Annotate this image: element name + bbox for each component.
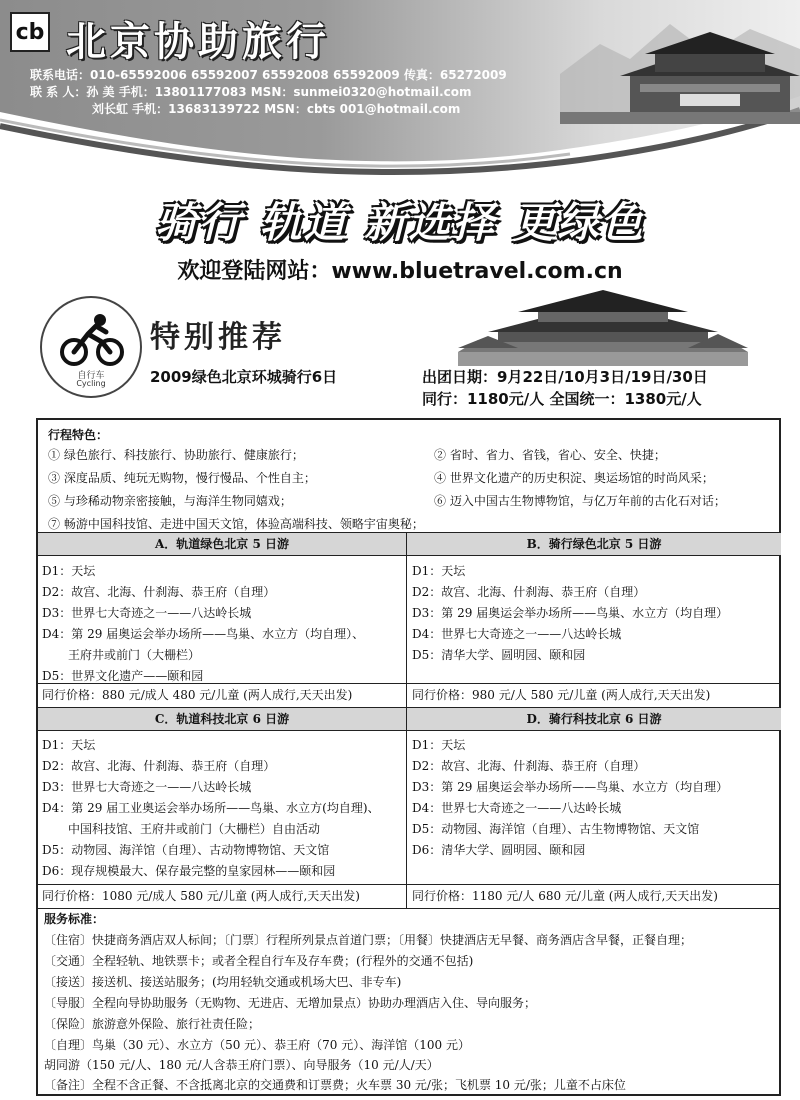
section-b-day: D1：天坛 [412, 564, 466, 578]
section-b-price: 同行价格：980 元/人 580 元/儿童 (两人成行,天天出发) [412, 688, 711, 702]
cycling-badge [40, 296, 142, 398]
service-item: 〔备注〕全程不含正餐、不含抵离北京的交通费和订票费；火车票 30 元/张；飞机票 10 元/张；儿童不占床位 [44, 1078, 626, 1092]
logo-mark: cb [15, 19, 45, 45]
service-item: 〔交通〕全程轻轨、地铁票卡；或者全程自行车及存车费；(行程外的交通不包括) [44, 954, 474, 968]
featured-prices: 同行：1180元/人 全国统一：1380元/人 [422, 390, 702, 408]
featured-tour-name: 2009绿色北京环城骑行6日 [150, 368, 338, 386]
website-line: 欢迎登陆网站：www.bluetravel.com.cn [177, 259, 623, 284]
departure-dates: 出团日期：9月22日/10月3日/19日/30日 [422, 368, 708, 386]
slogan: 骑行 轨道 新选择 更绿色 [155, 198, 645, 247]
section-c-day: D5：动物园、海洋馆（自理）、古动物博物馆、天文馆 [42, 843, 330, 857]
service-item: 〔保险〕旅游意外保险、旅行社责任险； [44, 1017, 261, 1031]
section-b-day: D2：故宫、北海、什刹海、恭王府（自理） [412, 585, 646, 599]
section-c-day: 中国科技馆、王府井或前门（大栅栏）自由活动 [68, 822, 321, 836]
service-item: 〔住宿〕快捷商务酒店双人标间；〔门票〕行程所列景点首道门票；〔用餐〕快捷酒店无早餐、商务酒店含早餐，正餐自理； [44, 933, 693, 947]
badge-label-en: Cycling [76, 379, 106, 388]
service-standard-title: 服务标准： [44, 912, 105, 926]
section-c-price: 同行价格：1080 元/成人 580 元/儿童 (两人成行,天天出发) [42, 889, 360, 903]
section-a-day: D2：故宫、北海、什刹海、恭王府（自理） [42, 585, 276, 599]
section-a-day: D1：天坛 [42, 564, 96, 578]
section-a-price: 同行价格：880 元/成人 480 元/儿童 (两人成行,天天出发) [42, 688, 353, 702]
section-b-header: B．骑行绿色北京 5 日游 [407, 532, 781, 556]
feature-item: ① 绿色旅行、科技旅行、协助旅行、健康旅行； [48, 448, 304, 462]
section-d-price: 同行价格：1180 元/人 680 元/儿童 (两人成行,天天出发) [412, 889, 718, 903]
company-logo [10, 12, 50, 52]
feature-item: ③ 深度品质、纯玩无购物，慢行慢品、个性自主； [48, 471, 316, 485]
service-item: 胡同游（150 元/人、180 元/人含恭王府门票）、向导服务（10 元/人/天） [44, 1058, 439, 1072]
service-item: 〔导服〕全程向导协助服务（无购物、无进店、无增加景点）协助办理酒店入住、导向服务； [44, 996, 537, 1010]
section-a-day: D5：世界文化遗产——颐和园 [42, 669, 204, 683]
section-b-day: D4：世界七大奇迹之一——八达岭长城 [412, 627, 622, 641]
feature-item: ⑦ 畅游中国科技馆、走进中国天文馆，体验高端科技、领略宇宙奥秘； [48, 517, 424, 531]
itinerary-table [36, 418, 781, 1096]
phone-fax-line: 联系电话：010-65592006 65592007 65592008 65592009 传真：65272009 [30, 68, 507, 82]
special-recommend-title: 特别推荐 [150, 320, 286, 355]
divider [38, 908, 781, 909]
company-name: 北京协助旅行 [66, 19, 330, 65]
section-d-day: D6：清华大学、圆明园、颐和园 [412, 843, 586, 857]
forbidden-city-illustration [458, 290, 748, 366]
service-item: 〔自理〕鸟巢（30 元）、水立方（50 元）、恭王府（70 元）、海洋馆（100 元） [44, 1038, 470, 1052]
bicycle-icon [60, 312, 124, 368]
section-b-day: D3：第 29 届奥运会举办场所——鸟巢、水立方（均自理） [412, 606, 729, 620]
feature-item: ② 省时、省力、省钱，省心、安全、快捷； [434, 448, 666, 462]
section-d-day: D1：天坛 [412, 738, 466, 752]
badge-label-cn: 自行车 [77, 371, 105, 381]
contact-person-1: 联 系 人：孙 美 手机：13801177083 MSN：sunmei0320@hotmail.com [30, 85, 472, 99]
section-c-day: D3：世界七大奇迹之一——八达岭长城 [42, 780, 252, 794]
section-c-day: D2：故宫、北海、什刹海、恭王府（自理） [42, 759, 276, 773]
section-a-day: D3：世界七大奇迹之一——八达岭长城 [42, 606, 252, 620]
section-d-day: D3：第 29 届奥运会举办场所——鸟巢、水立方（均自理） [412, 780, 729, 794]
features-title: 行程特色： [48, 428, 109, 442]
section-c-day: D4：第 29 届工业奥运会举办场所——鸟巢、水立方(均自理)、 [42, 801, 380, 815]
section-a-day: D4：第 29 届奥运会举办场所——鸟巢、水立方（均自理）、 [42, 627, 365, 641]
service-item: 〔接送〕接送机、接送站服务；(均用轻轨交通或机场大巴、非专车) [44, 975, 402, 989]
section-a-header: A．轨道绿色北京 5 日游 [38, 532, 406, 556]
section-d-header: D．骑行科技北京 6 日游 [407, 707, 781, 731]
feature-item: ⑥ 迈入中国古生物博物馆，与亿万年前的古化石对话； [434, 494, 726, 508]
section-a-day: 王府井或前门（大栅栏） [68, 648, 201, 662]
feature-item: ④ 世界文化遗产的历史积淀、奥运场馆的时尚风采； [434, 471, 714, 485]
tiananmen-gate-illustration [560, 14, 800, 124]
header-banner [0, 0, 800, 190]
section-c-day: D6：现存规模最大、保存最完整的皇家园林——颐和园 [42, 864, 336, 878]
section-d-day: D5：动物园、海洋馆（自理）、古生物博物馆、天文馆 [412, 822, 700, 836]
section-c-day: D1：天坛 [42, 738, 96, 752]
section-d-day: D2：故宫、北海、什刹海、恭王府（自理） [412, 759, 646, 773]
section-b-day: D5：清华大学、圆明园、颐和园 [412, 648, 586, 662]
feature-item: ⑤ 与珍稀动物亲密接触，与海洋生物同嬉戏； [48, 494, 292, 508]
section-d-day: D4：世界七大奇迹之一——八达岭长城 [412, 801, 622, 815]
contact-person-2: 刘长虹 手机：13683139722 MSN：cbts 001@hotmail.com [92, 102, 461, 116]
section-c-header: C．轨道科技北京 6 日游 [38, 707, 406, 731]
